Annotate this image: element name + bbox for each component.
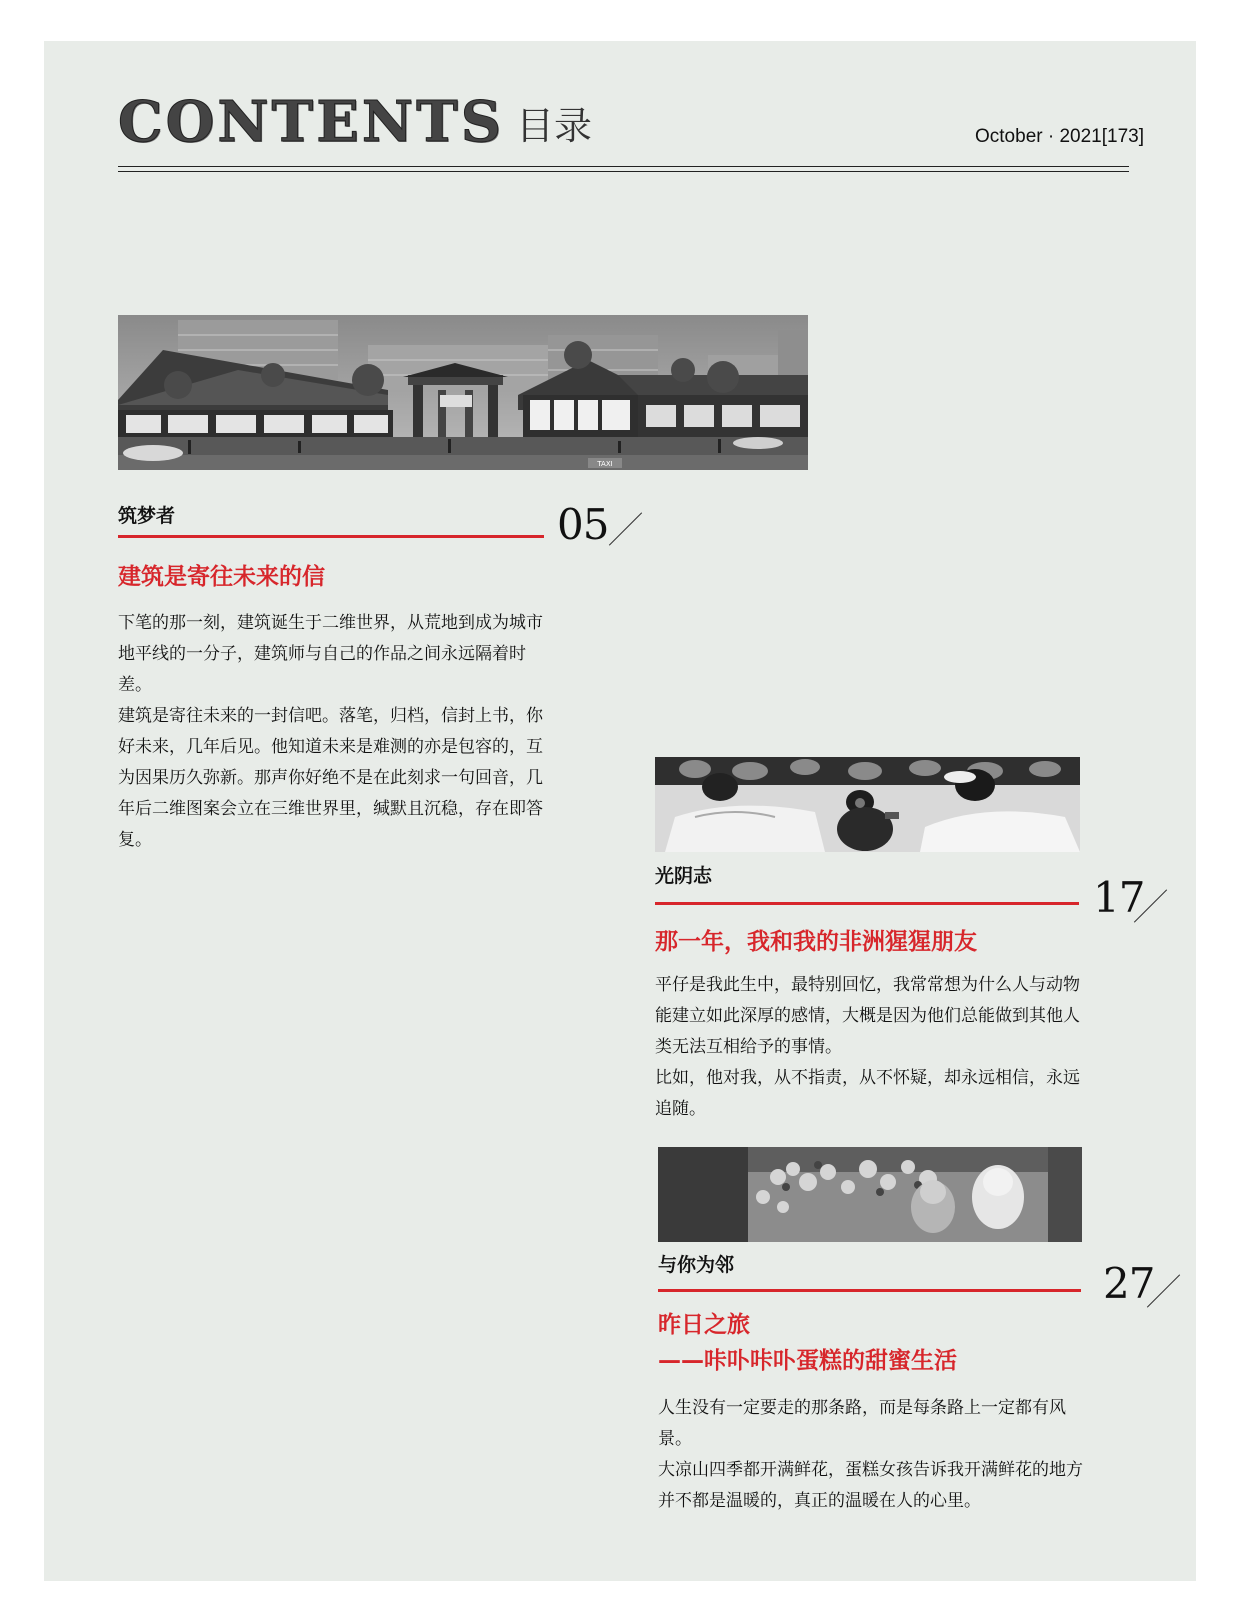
article-3-photo <box>658 1147 1082 1242</box>
article-3-paragraph: 大凉山四季都开满鲜花，蛋糕女孩告诉我开满鲜花的地方并不都是温暖的，真正的温暖在人的心里。 <box>658 1460 1083 1511</box>
article-2-title: 那一年，我和我的非洲猩猩朋友 <box>655 929 977 955</box>
article-1-section: 筑梦者 <box>118 505 176 527</box>
article-1-body <box>118 608 550 856</box>
article-3-body <box>658 1393 1090 1517</box>
contents-heading-cn: 目录 <box>516 104 593 148</box>
article-1-paragraph: 建筑是寄往未来的一封信吧。落笔，归档，信封上书，你好未来，几年后见。他知道未来是难测的亦是包容的，互为因果历久弥新。那声你好绝不是在此刻求一句回音，几年后二维图案会立在三维世界里，缄默且沉稳，存在即答复。 <box>118 706 543 850</box>
contents-heading: CONTENTS <box>118 89 505 155</box>
article-3-page-number: 27 <box>1103 1259 1155 1308</box>
taxi-sign: TAXI <box>597 460 613 468</box>
header-rule-bottom <box>118 171 1129 172</box>
article-3-paragraph: 人生没有一定要走的那条路，而是每条路上一定都有风景。 <box>658 1398 1066 1449</box>
article-2-page-number: 17 <box>1093 873 1145 922</box>
article-2-red-rule <box>655 902 1079 905</box>
article-3-title-line-2: ——咔卟咔卟蛋糕的甜蜜生活 <box>658 1348 957 1374</box>
article-1-paragraph: 下笔的那一刻，建筑诞生于二维世界，从荒地到成为城市地平线的一分子，建筑师与自己的作品之间永远隔着时差。 <box>118 613 543 695</box>
article-2-paragraph: 比如，他对我，从不指责，从不怀疑，却永远相信，永远追随。 <box>655 1068 1080 1119</box>
article-1-title: 建筑是寄往未来的信 <box>118 564 325 590</box>
article-1-red-rule <box>118 535 544 538</box>
article-3-section: 与你为邻 <box>658 1254 735 1276</box>
article-2-photo <box>655 757 1080 852</box>
article-2-section: 光阴志 <box>655 865 713 887</box>
article-1-photo <box>118 315 808 470</box>
article-1-page-number: 05 <box>557 500 609 549</box>
article-2-body <box>655 970 1087 1125</box>
issue-label: October · 2021[173] <box>975 126 1144 147</box>
header-rule-top <box>118 166 1129 167</box>
article-3-red-rule <box>658 1289 1081 1292</box>
article-2-paragraph: 平仔是我此生中，最特别回忆，我常常想为什么人与动物能建立如此深厚的感情，大概是因为他们总能做到其他人类无法互相给予的事情。 <box>655 975 1080 1057</box>
article-3-title-line-1: 昨日之旅 <box>658 1312 750 1338</box>
